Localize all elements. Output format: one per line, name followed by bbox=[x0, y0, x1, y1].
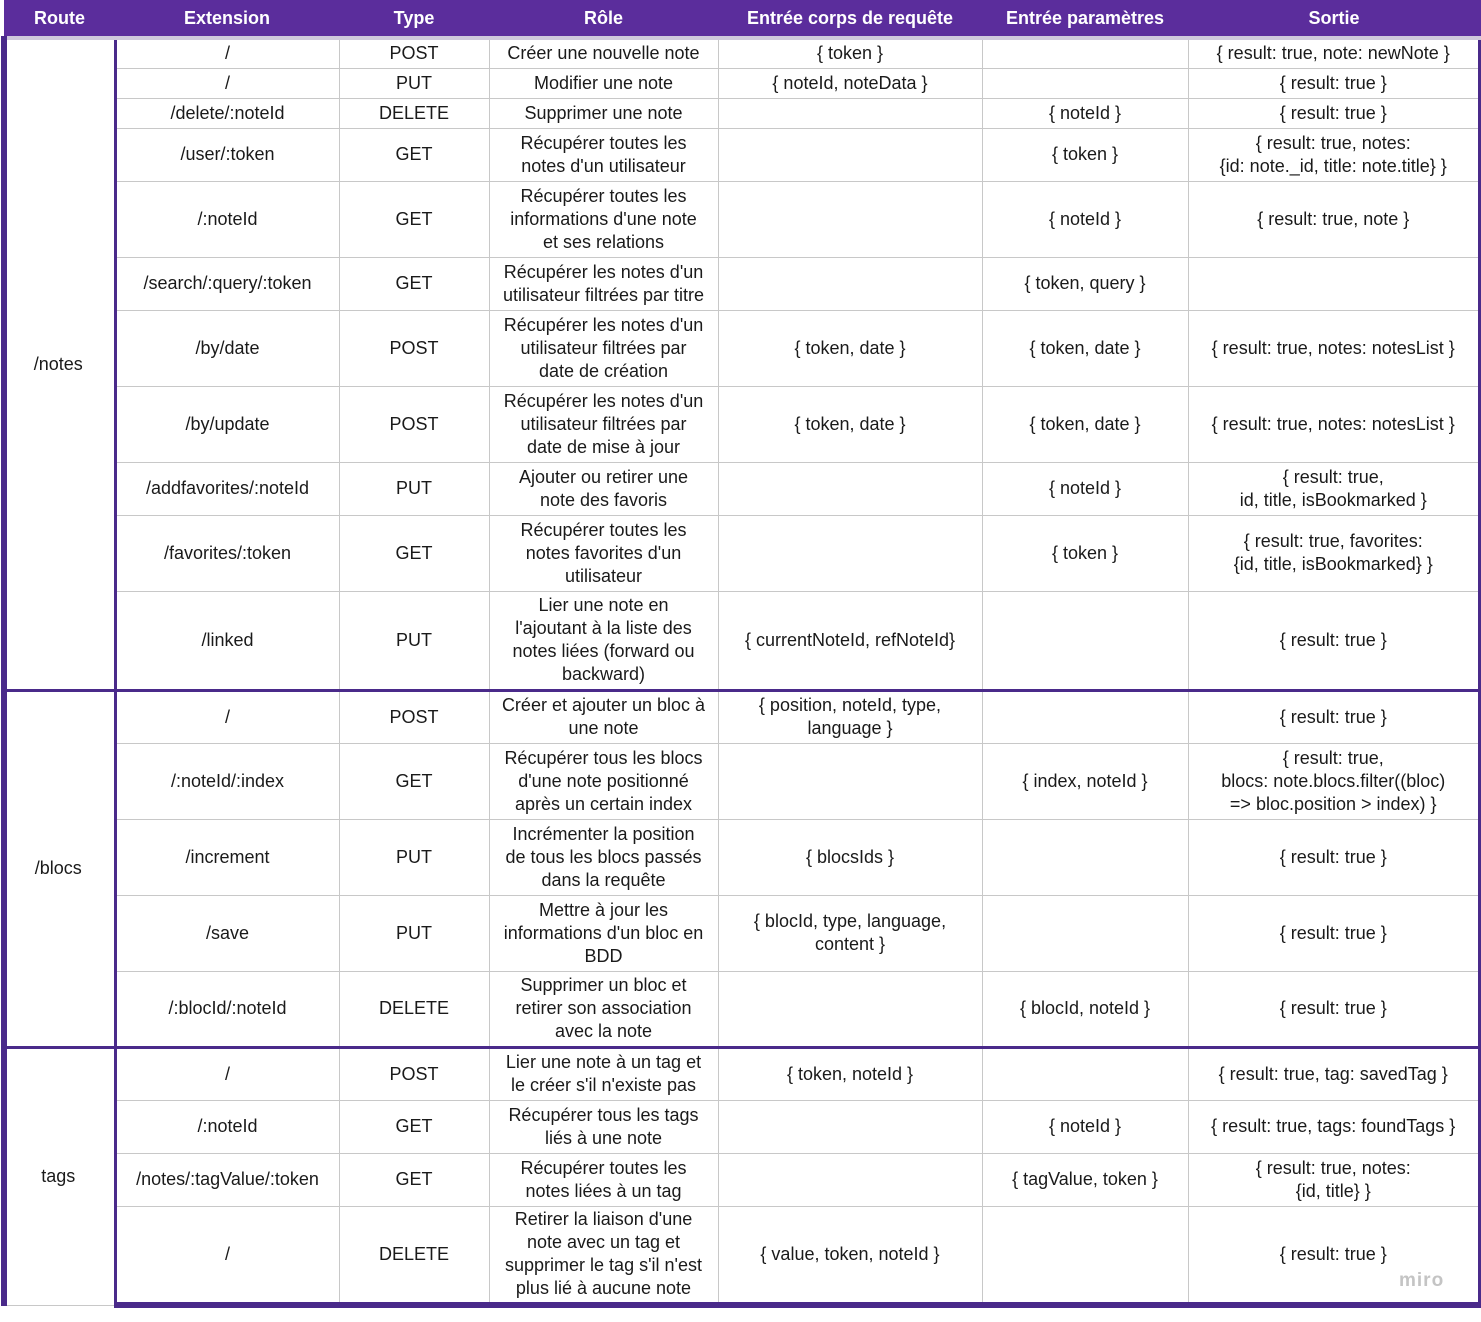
extension-cell: / bbox=[115, 1206, 339, 1305]
type-cell: PUT bbox=[339, 591, 489, 690]
table-row bbox=[4, 690, 1480, 743]
body-cell bbox=[718, 1153, 982, 1206]
table-row bbox=[4, 310, 1480, 386]
extension-cell: / bbox=[115, 38, 339, 68]
output-cell: { result: true } bbox=[1188, 971, 1480, 1047]
type-cell: PUT bbox=[339, 895, 489, 971]
params-cell bbox=[982, 690, 1188, 743]
role-cell: Mettre à jour les informations d'un bloc en BDD bbox=[489, 895, 718, 971]
role-cell: Retirer la liaison d'une note avec un tag et supprimer le tag s'il n'est plus lié à aucune note bbox=[489, 1206, 718, 1305]
table-row bbox=[4, 895, 1480, 971]
extension-cell: / bbox=[115, 68, 339, 98]
extension-cell: /notes/:tagValue/:token bbox=[115, 1153, 339, 1206]
extension-cell: /:noteId bbox=[115, 1100, 339, 1153]
params-cell bbox=[982, 1206, 1188, 1305]
col-header-route: Route bbox=[4, 0, 115, 38]
col-header-body-input: Entrée corps de requête bbox=[718, 0, 982, 38]
extension-cell: /user/:token bbox=[115, 128, 339, 181]
body-cell: { position, noteId, type, language } bbox=[718, 690, 982, 743]
table-row bbox=[4, 386, 1480, 462]
body-cell bbox=[718, 181, 982, 257]
params-cell: { noteId } bbox=[982, 181, 1188, 257]
extension-cell: /save bbox=[115, 895, 339, 971]
role-cell: Supprimer un bloc et retirer son association avec la note bbox=[489, 971, 718, 1047]
extension-cell: /favorites/:token bbox=[115, 515, 339, 591]
params-cell: { tagValue, token } bbox=[982, 1153, 1188, 1206]
body-cell: { token, date } bbox=[718, 386, 982, 462]
route-cell: tags bbox=[4, 1047, 115, 1305]
output-cell: { result: true, note: newNote } bbox=[1188, 38, 1480, 68]
params-cell: { noteId } bbox=[982, 462, 1188, 515]
extension-cell: /linked bbox=[115, 591, 339, 690]
output-cell: { result: true, tags: foundTags } bbox=[1188, 1100, 1480, 1153]
params-cell bbox=[982, 819, 1188, 895]
role-cell: Récupérer toutes les notes favorites d'un utilisateur bbox=[489, 515, 718, 591]
params-cell bbox=[982, 895, 1188, 971]
output-cell: { result: true, notes: {id: note._id, title: note.title} } bbox=[1188, 128, 1480, 181]
output-cell: { result: true, note } bbox=[1188, 181, 1480, 257]
body-cell: { noteId, noteData } bbox=[718, 68, 982, 98]
type-cell: GET bbox=[339, 181, 489, 257]
body-cell: { token, date } bbox=[718, 310, 982, 386]
output-cell: { result: true, blocs: note.blocs.filter((bloc) => bloc.position > index) } bbox=[1188, 743, 1480, 819]
role-cell: Ajouter ou retirer une note des favoris bbox=[489, 462, 718, 515]
extension-cell: /delete/:noteId bbox=[115, 98, 339, 128]
type-cell: GET bbox=[339, 1100, 489, 1153]
table-row bbox=[4, 819, 1480, 895]
body-cell bbox=[718, 1100, 982, 1153]
table-row bbox=[4, 98, 1480, 128]
table-row bbox=[4, 971, 1480, 1047]
route-cell: /notes bbox=[4, 38, 115, 690]
role-cell: Créer et ajouter un bloc à une note bbox=[489, 690, 718, 743]
api-routes-table bbox=[1, 0, 1481, 1308]
output-cell: { result: true } bbox=[1188, 895, 1480, 971]
output-cell: { result: true, notes: {id, title} } bbox=[1188, 1153, 1480, 1206]
role-cell: Modifier une note bbox=[489, 68, 718, 98]
role-cell: Récupérer les notes d'un utilisateur filtrées par titre bbox=[489, 257, 718, 310]
output-cell bbox=[1188, 257, 1480, 310]
params-cell bbox=[982, 68, 1188, 98]
col-header-role: Rôle bbox=[489, 0, 718, 38]
body-cell bbox=[718, 515, 982, 591]
output-cell: { result: true, favorites: {id, title, isBookmarked} } bbox=[1188, 515, 1480, 591]
body-cell: { value, token, noteId } bbox=[718, 1206, 982, 1305]
route-cell: /blocs bbox=[4, 690, 115, 1047]
params-cell: { index, noteId } bbox=[982, 743, 1188, 819]
params-cell bbox=[982, 38, 1188, 68]
col-header-params-input: Entrée paramètres bbox=[982, 0, 1188, 38]
col-header-type: Type bbox=[339, 0, 489, 38]
extension-cell: /by/date bbox=[115, 310, 339, 386]
extension-cell: /search/:query/:token bbox=[115, 257, 339, 310]
extension-cell: /:blocId/:noteId bbox=[115, 971, 339, 1047]
extension-cell: /:noteId/:index bbox=[115, 743, 339, 819]
role-cell: Récupérer toutes les informations d'une note et ses relations bbox=[489, 181, 718, 257]
role-cell: Incrémenter la position de tous les blocs passés dans la requête bbox=[489, 819, 718, 895]
type-cell: POST bbox=[339, 386, 489, 462]
extension-cell: / bbox=[115, 690, 339, 743]
role-cell: Récupérer tous les blocs d'une note positionné après un certain index bbox=[489, 743, 718, 819]
header-row bbox=[4, 0, 1480, 38]
extension-cell: /:noteId bbox=[115, 181, 339, 257]
output-cell: { result: true } bbox=[1188, 68, 1480, 98]
role-cell: Récupérer toutes les notes liées à un tag bbox=[489, 1153, 718, 1206]
extension-cell: /increment bbox=[115, 819, 339, 895]
params-cell: { token } bbox=[982, 515, 1188, 591]
params-cell: { noteId } bbox=[982, 1100, 1188, 1153]
type-cell: DELETE bbox=[339, 98, 489, 128]
type-cell: GET bbox=[339, 128, 489, 181]
type-cell: DELETE bbox=[339, 1206, 489, 1305]
col-header-output: Sortie bbox=[1188, 0, 1480, 38]
output-cell: { result: true, id, title, isBookmarked } bbox=[1188, 462, 1480, 515]
params-cell: { blocId, noteId } bbox=[982, 971, 1188, 1047]
col-header-extension: Extension bbox=[115, 0, 339, 38]
table-row bbox=[4, 743, 1480, 819]
body-cell bbox=[718, 743, 982, 819]
type-cell: PUT bbox=[339, 462, 489, 515]
body-cell bbox=[718, 257, 982, 310]
params-cell: { token, date } bbox=[982, 386, 1188, 462]
type-cell: PUT bbox=[339, 68, 489, 98]
type-cell: GET bbox=[339, 257, 489, 310]
table-row bbox=[4, 38, 1480, 68]
table-row bbox=[4, 68, 1480, 98]
body-cell: { currentNoteId, refNoteId} bbox=[718, 591, 982, 690]
output-cell: { result: true, tag: savedTag } bbox=[1188, 1047, 1480, 1100]
type-cell: POST bbox=[339, 38, 489, 68]
table-body bbox=[4, 38, 1480, 1305]
body-cell: { token, noteId } bbox=[718, 1047, 982, 1100]
table-row bbox=[4, 515, 1480, 591]
params-cell: { token } bbox=[982, 128, 1188, 181]
table-row bbox=[4, 1100, 1480, 1153]
table-row bbox=[4, 591, 1480, 690]
table-row bbox=[4, 257, 1480, 310]
type-cell: GET bbox=[339, 743, 489, 819]
output-cell: { result: true } bbox=[1188, 1206, 1480, 1305]
type-cell: POST bbox=[339, 1047, 489, 1100]
body-cell: { blocsIds } bbox=[718, 819, 982, 895]
output-cell: { result: true, notes: notesList } bbox=[1188, 310, 1480, 386]
output-cell: { result: true } bbox=[1188, 591, 1480, 690]
table-row bbox=[4, 1047, 1480, 1100]
table-row bbox=[4, 462, 1480, 515]
params-cell: { noteId } bbox=[982, 98, 1188, 128]
role-cell: Récupérer les notes d'un utilisateur filtrées par date de mise à jour bbox=[489, 386, 718, 462]
extension-cell: / bbox=[115, 1047, 339, 1100]
params-cell: { token, query } bbox=[982, 257, 1188, 310]
role-cell: Récupérer tous les tags liés à une note bbox=[489, 1100, 718, 1153]
output-cell: { result: true } bbox=[1188, 819, 1480, 895]
role-cell: Lier une note en l'ajoutant à la liste des notes liées (forward ou backward) bbox=[489, 591, 718, 690]
output-cell: { result: true, notes: notesList } bbox=[1188, 386, 1480, 462]
body-cell bbox=[718, 462, 982, 515]
extension-cell: /addfavorites/:noteId bbox=[115, 462, 339, 515]
body-cell: { token } bbox=[718, 38, 982, 68]
body-cell bbox=[718, 971, 982, 1047]
type-cell: POST bbox=[339, 310, 489, 386]
table-row bbox=[4, 1206, 1480, 1305]
type-cell: GET bbox=[339, 1153, 489, 1206]
table-row bbox=[4, 181, 1480, 257]
type-cell: POST bbox=[339, 690, 489, 743]
body-cell bbox=[718, 128, 982, 181]
role-cell: Lier une note à un tag et le créer s'il n'existe pas bbox=[489, 1047, 718, 1100]
params-cell: { token, date } bbox=[982, 310, 1188, 386]
type-cell: DELETE bbox=[339, 971, 489, 1047]
body-cell: { blocId, type, language, content } bbox=[718, 895, 982, 971]
output-cell: { result: true } bbox=[1188, 98, 1480, 128]
params-cell bbox=[982, 1047, 1188, 1100]
output-cell: { result: true } bbox=[1188, 690, 1480, 743]
extension-cell: /by/update bbox=[115, 386, 339, 462]
body-cell bbox=[718, 98, 982, 128]
role-cell: Récupérer toutes les notes d'un utilisateur bbox=[489, 128, 718, 181]
type-cell: GET bbox=[339, 515, 489, 591]
role-cell: Créer une nouvelle note bbox=[489, 38, 718, 68]
params-cell bbox=[982, 591, 1188, 690]
type-cell: PUT bbox=[339, 819, 489, 895]
role-cell: Supprimer une note bbox=[489, 98, 718, 128]
table-row bbox=[4, 1153, 1480, 1206]
table-row bbox=[4, 128, 1480, 181]
miro-watermark: miro bbox=[1399, 1270, 1445, 1291]
role-cell: Récupérer les notes d'un utilisateur filtrées par date de création bbox=[489, 310, 718, 386]
